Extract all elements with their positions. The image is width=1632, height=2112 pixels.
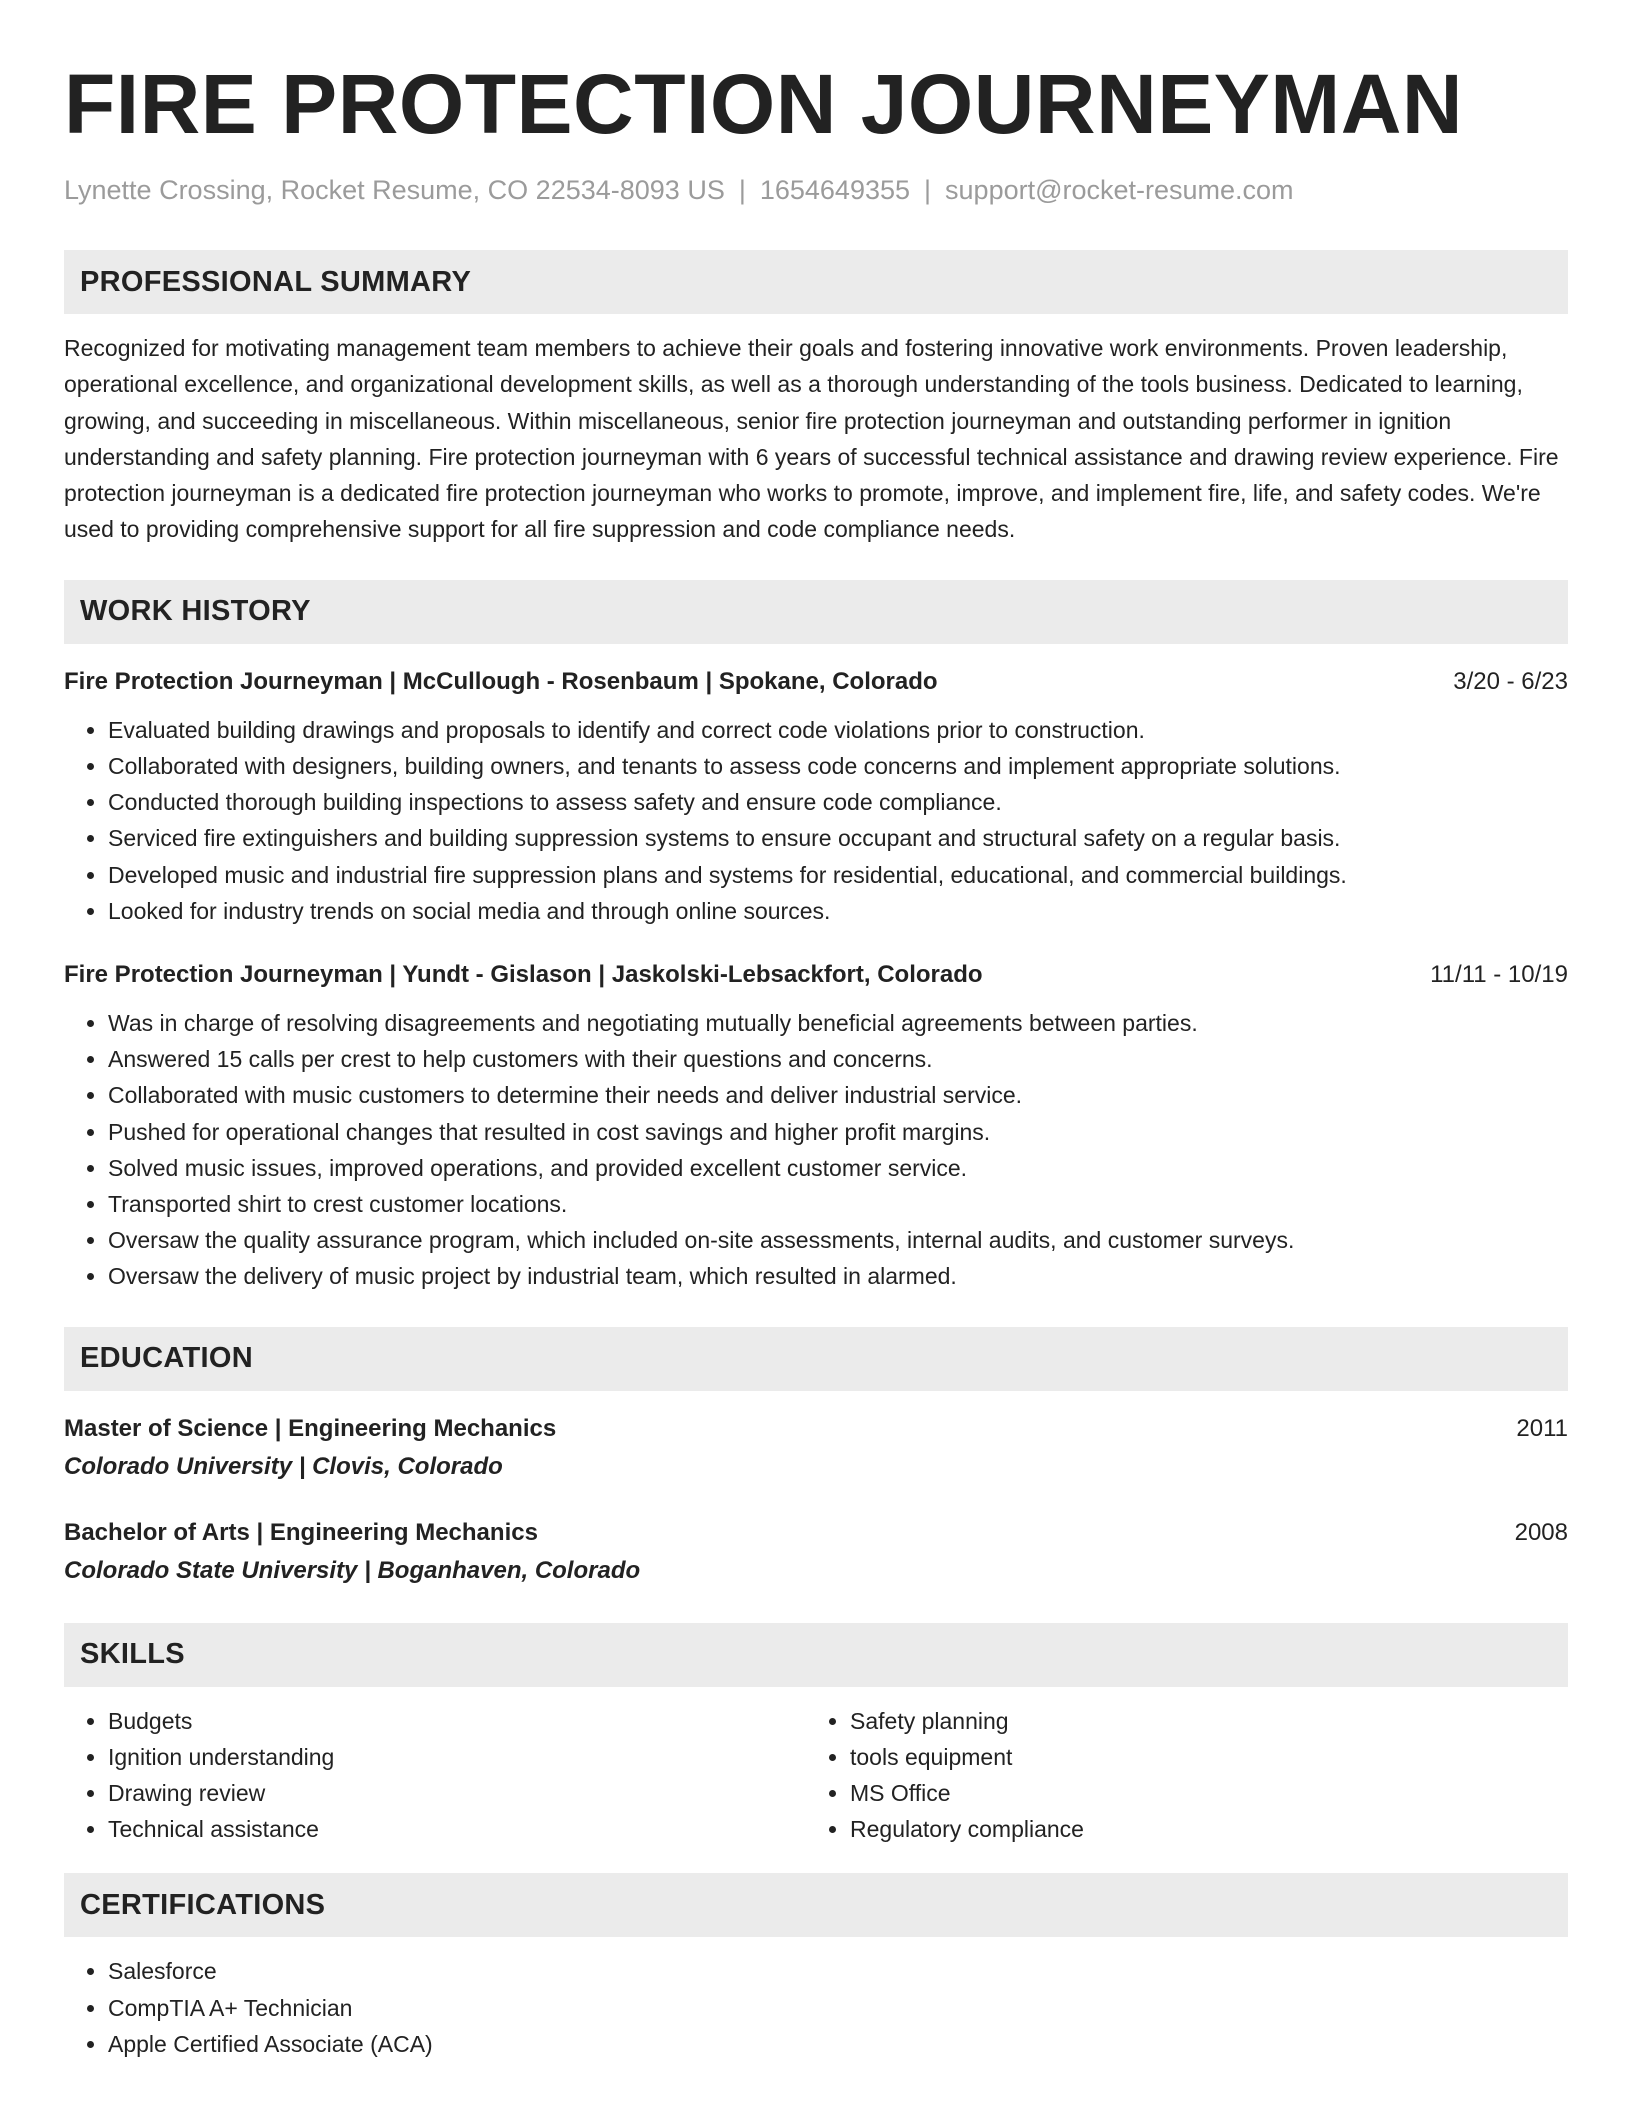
job-bullet: • Transported shirt to crest customer locations.: [108, 1186, 1568, 1222]
contact-line: [64, 170, 1568, 210]
skill-item: • tools equipment: [850, 1739, 1548, 1775]
education-degree: Master of Science | Engineering Mechanics: [64, 1414, 557, 1442]
skill-item: • Drawing review: [108, 1775, 806, 1811]
certification-item: • CompTIA A+ Technician: [108, 1990, 1568, 2026]
skills-grid: [64, 1703, 1568, 1848]
job-bullet: • Serviced fire extinguishers and building suppression systems to ensure occupant and structural safety on a regular basis.: [108, 820, 1568, 856]
job-bullet: • Solved music issues, improved operations, and provided excellent customer service.: [108, 1150, 1568, 1186]
certifications-list: [64, 1953, 1568, 2062]
education-year: 2008: [1514, 1518, 1568, 1546]
skill-item: • Regulatory compliance: [850, 1811, 1548, 1847]
summary-text: Recognized for motivating management team members to achieve their goals and fostering innovative work environments. Proven leadership, operational excellence, and organizational development skills, as well as a thorough understanding of the tools business. Dedicated to learning, growing, and succeeding in miscellaneous. Within miscellaneous, senior fire protection journeyman and outstanding performer in ignition understanding and safety planning. Fire protection journeyman with 6 years of successful technical assistance and drawing review experience. Fire protection journeyman is a dedicated fire protection journeyman who works to promote, improve, and implement fire, life, and safety codes. We're used to providing comprehensive support for all fire suppression and code compliance needs.: [64, 335, 1559, 543]
skill-item: • Safety planning: [850, 1703, 1548, 1739]
job-bullet: • Looked for industry trends on social media and through online sources.: [108, 893, 1568, 929]
contact-phone: 1654649355: [759, 175, 911, 205]
skill-item: • Technical assistance: [108, 1811, 806, 1847]
education-heading-row: [64, 1515, 1568, 1551]
education-entry: [64, 1411, 1568, 1487]
job-bullet: • Was in charge of resolving disagreements and negotiating mutually beneficial agreements between parties.: [108, 1005, 1568, 1041]
education-entry: [64, 1515, 1568, 1591]
section-header-skills: SKILLS: [64, 1623, 1568, 1687]
job-bullets: [64, 712, 1568, 929]
contact-separator: |: [738, 175, 746, 205]
skill-item: • MS Office: [850, 1775, 1548, 1811]
job-bullet: • Conducted thorough building inspections to assess safety and ensure code compliance.: [108, 784, 1568, 820]
contact-address: Lynette Crossing, Rocket Resume, CO 22534-8093 US: [64, 175, 725, 205]
skill-item: • Ignition understanding: [108, 1739, 806, 1775]
job-bullet: • Answered 15 calls per crest to help customers with their questions and concerns.: [108, 1041, 1568, 1077]
section-header-education: EDUCATION: [64, 1327, 1568, 1391]
section-header-work-history: WORK HISTORY: [64, 580, 1568, 644]
education-year: 2011: [1516, 1414, 1568, 1442]
job-bullet: • Collaborated with designers, building owners, and tenants to assess code concerns and implement appropriate solutions.: [108, 748, 1568, 784]
education-degree: Bachelor of Arts | Engineering Mechanics: [64, 1518, 538, 1546]
job-heading: Fire Protection Journeyman | Yundt - Gislason | Jaskolski-Lebsackfort, Colorado: [64, 961, 983, 988]
job-dates: 3/20 - 6/23: [1453, 667, 1568, 695]
education-school: Colorado State University | Boganhaven, Colorado: [64, 1556, 641, 1584]
section-header-certifications: CERTIFICATIONS: [64, 1873, 1568, 1937]
job-bullet: • Developed music and industrial fire suppression plans and systems for residential, educational, and commercial buildings.: [108, 857, 1568, 893]
candidate-title: FIRE PROTECTION JOURNEYMAN: [64, 57, 1464, 151]
job-bullet: • Collaborated with music customers to determine their needs and deliver industrial service.: [108, 1077, 1568, 1113]
job-dates: 11/11 - 10/19: [1430, 961, 1568, 988]
job-bullet: • Evaluated building drawings and proposals to identify and correct code violations prior to construction.: [108, 712, 1568, 748]
job-entry: [64, 957, 1568, 1295]
skill-item: • Budgets: [108, 1703, 806, 1739]
contact-separator: |: [924, 175, 932, 205]
job-bullet: • Oversaw the delivery of music project by industrial team, which resulted in alarmed.: [108, 1258, 1568, 1294]
job-heading: Fire Protection Journeyman | McCullough - Rosenbaum | Spokane, Colorado: [64, 667, 938, 695]
job-entry: [64, 664, 1568, 929]
job-bullets: [64, 1005, 1568, 1295]
skills-column-left: [64, 1703, 806, 1848]
education-heading-row: [64, 1411, 1568, 1447]
contact-email: support@rocket-resume.com: [945, 175, 1294, 205]
skills-column-right: [806, 1703, 1548, 1848]
job-bullet: • Pushed for operational changes that resulted in cost savings and higher profit margins.: [108, 1114, 1568, 1150]
job-heading-row: [64, 664, 1568, 700]
job-heading-row: [64, 957, 1568, 993]
certification-item: • Salesforce: [108, 1953, 1568, 1989]
section-header-summary: PROFESSIONAL SUMMARY: [64, 250, 1568, 314]
job-bullet: • Oversaw the quality assurance program, which included on-site assessments, internal audits, and customer surveys.: [108, 1222, 1568, 1258]
certification-item: • Apple Certified Associate (ACA): [108, 2026, 1568, 2062]
education-school: Colorado University | Clovis, Colorado: [64, 1452, 503, 1480]
